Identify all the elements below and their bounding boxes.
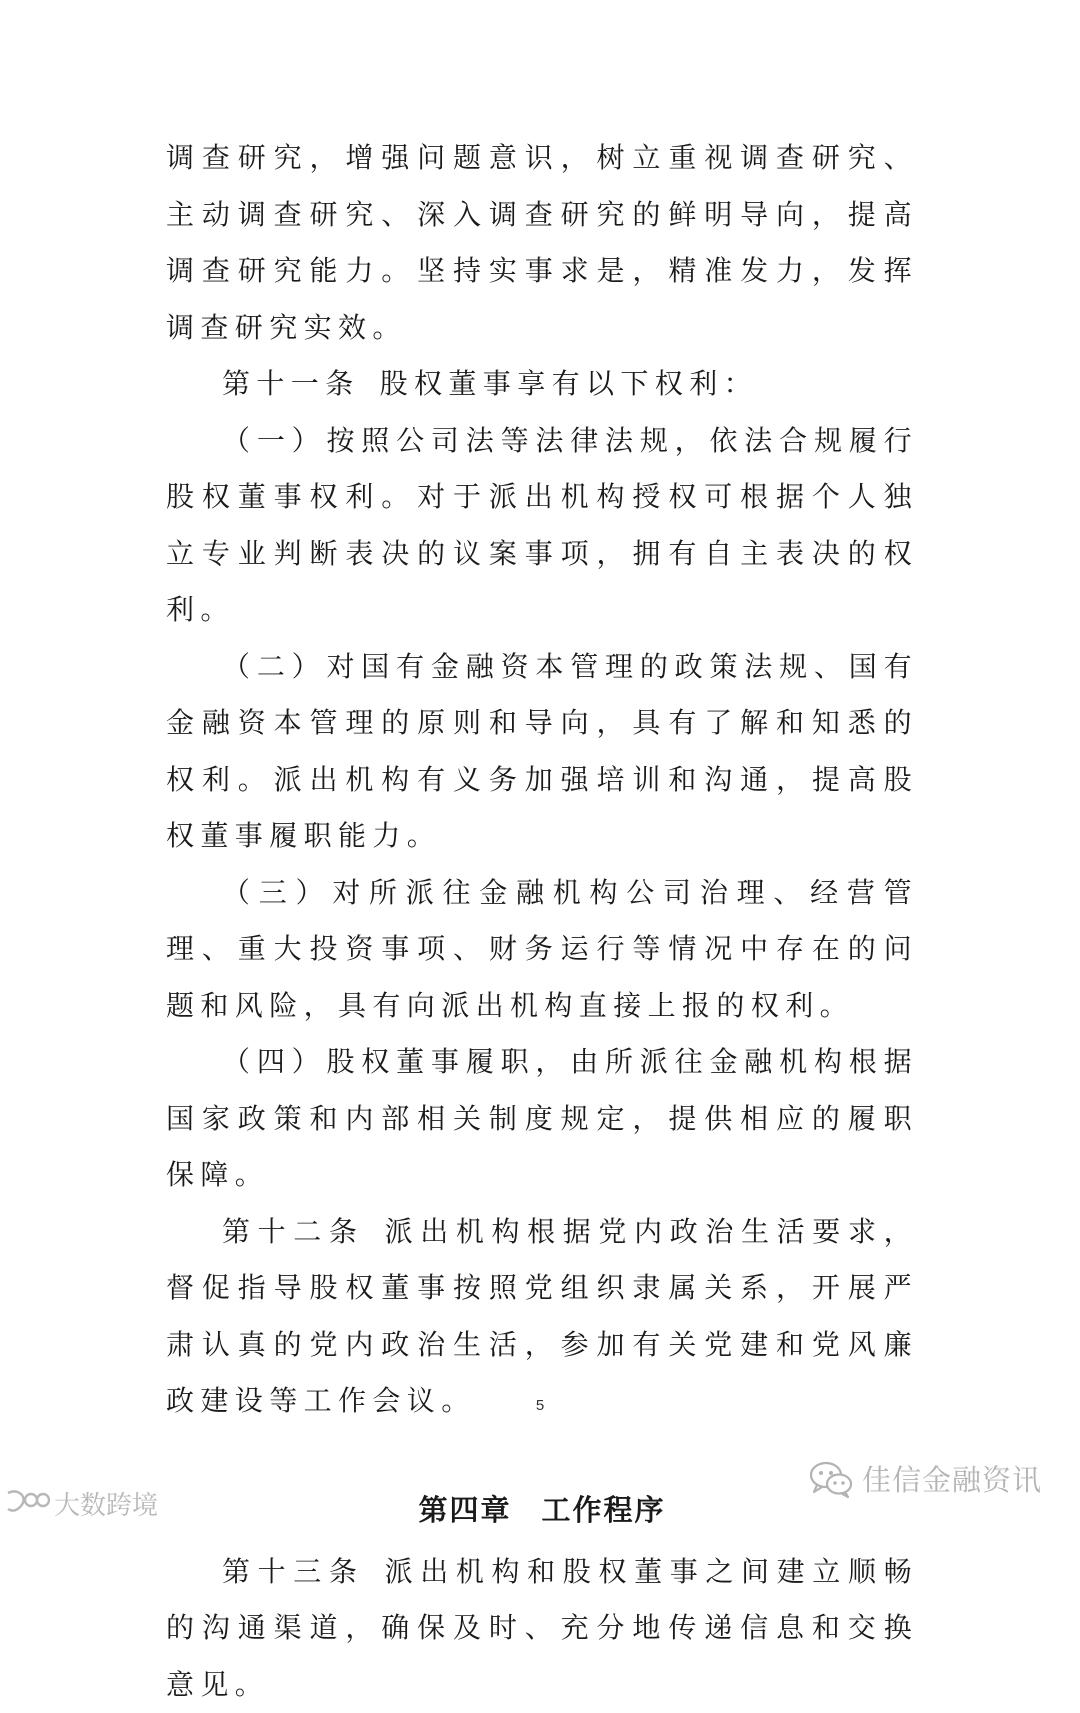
paragraph-continuation: 调查研究，增强问题意识，树立重视调查研究、主动调查研究、深入调查研究的鲜明导向，提高调查研究能力。坚持实事求是，精准发力，发挥调查研究实效。 xyxy=(166,130,918,356)
article-11-item-2: （二）对国有金融资本管理的政策法规、国有金融资本管理的原则和导向，具有了解和知悉的权利。派出机构有义务加强培训和沟通，提高股权董事履职能力。 xyxy=(166,639,918,865)
watermark-left-text: 大数跨境 xyxy=(54,1485,158,1522)
article-12-label: 第十二条 xyxy=(222,1215,365,1248)
watermark-right xyxy=(808,1458,1042,1499)
logo-icon xyxy=(4,1487,50,1521)
page-number: 5 xyxy=(0,1397,1080,1414)
watermark-left xyxy=(4,1485,158,1522)
watermark-right-text: 佳信金融资讯 xyxy=(862,1458,1042,1499)
article-11-item-3: （三）对所派往金融机构公司治理、经营管理、重大投资事项、财务运行等情况中存在的问题和风险，具有向派出机构直接上报的权利。 xyxy=(166,865,918,1035)
chapter-title: 工作程序 xyxy=(542,1493,666,1527)
article-11 xyxy=(166,356,918,413)
article-13-label: 第十三条 xyxy=(222,1555,365,1588)
wechat-icon xyxy=(808,1459,854,1499)
article-11-item-4: （四）股权董事履职，由所派往金融机构根据国家政策和内部相关制度规定，提供相应的履职保障。 xyxy=(166,1034,918,1204)
document-body xyxy=(166,130,918,1713)
article-13 xyxy=(166,1544,918,1713)
chapter-heading xyxy=(166,1482,918,1538)
article-12-text: 派出机构根据党内政治生活要求，督促指导股权董事按照党组织隶属关系，开展严肃认真的党内政治生活，参加有关党建和党风廉政建设等工作会议。 xyxy=(166,1215,918,1418)
article-11-label: 第十一条 xyxy=(222,367,360,400)
article-11-item-1: （一）按照公司法等法律法规，依法合规履行股权董事权利。对于派出机构授权可根据个人独立专业判断表决的议案事项，拥有自主表决的权利。 xyxy=(166,413,918,639)
article-12 xyxy=(166,1204,918,1430)
article-13-text: 派出机构和股权董事之间建立顺畅的沟通渠道，确保及时、充分地传递信息和交换意见。 xyxy=(166,1555,918,1701)
chapter-number: 第四章 xyxy=(418,1493,511,1527)
article-11-text: 股权董事享有以下权利： xyxy=(380,367,758,400)
